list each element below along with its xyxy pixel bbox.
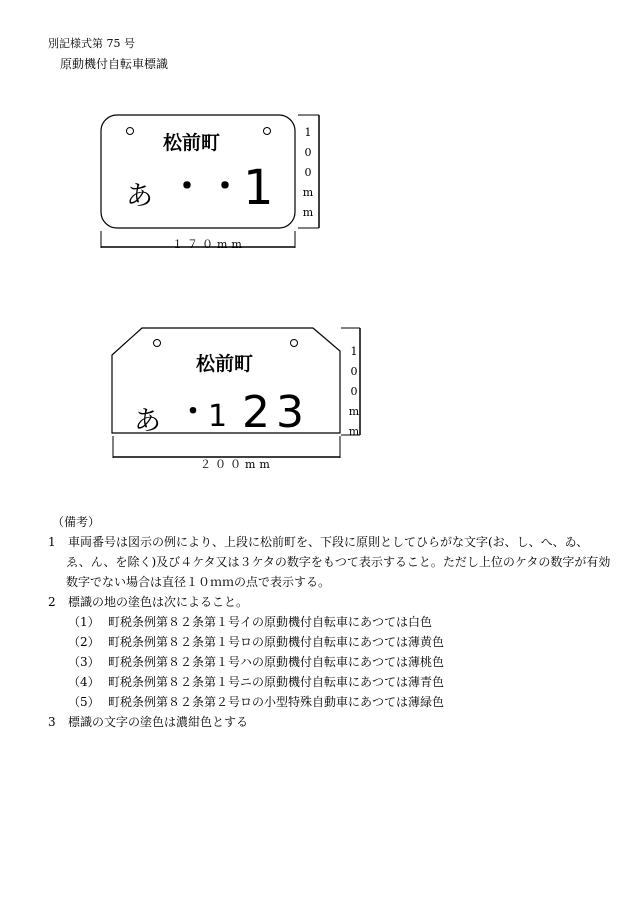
plate2-width-label: ２００mm [200,458,274,471]
note-2-subitem: （5） 町税条例第８２条第２号ロの小型特殊自動車にあつては薄緑色 [68,695,445,709]
note-2-text: 標識の地の塗色は次によること。 [68,595,249,609]
plate1-town: 松前町 [163,132,221,154]
note-3-text: 標識の文字の塗色は濃紺色とする [68,715,249,729]
notes-section [48,512,611,732]
plate2-number-large: 23 [242,387,310,438]
plate2-kana: あ [134,406,161,437]
note-1-line1: 車両番号は図示の例により、上段に松前町を、下段に原則としてひらがな文字(お、し、へ、ゐ、 [68,535,589,549]
note-3 [48,712,608,732]
plate2-dot: ・ [178,395,208,430]
plate1-width-label: １７０mm [172,238,246,251]
note-2 [48,592,608,612]
note-2-subitem: （4） 町税条例第８２条第１号ニの原動機付自転車にあつては薄青色 [68,675,445,689]
note-3-number: 3 [48,715,56,729]
note-1 [48,532,608,552]
plate2-diagram [105,320,370,465]
note-2-subitem: （2） 町税条例第８２条第１号ロの原動機付自転車にあつては薄黄色 [68,635,445,649]
note-1-line3: 数字でない場合は直径１０ｍｍの点で表示する。 [66,575,331,589]
plate1-number: 1 [243,160,274,216]
note-1-line2: ゑ、ん、を除く)及び４ケタ又は３ケタの数字をもつて表示すること。ただし上位のケタの数字が有効 [66,555,611,569]
plate1-kana: あ [126,181,153,212]
note-1-number: 1 [48,535,56,549]
note-2-subitem: （3） 町税条例第８２条第１号ハの原動機付自転車にあつては薄桃色 [68,655,445,669]
notes-heading: （備考） [52,515,101,529]
plate1-dots: ・・ [170,167,246,207]
plate2-number-small: 1 [208,399,228,434]
page-title: 原動機付自転車標識 [60,57,169,71]
plate1-height-label: 1 0 0 m m [302,126,314,219]
note-2-number: 2 [48,595,56,609]
note-2-subitem: （1） 町税条例第８２条第１号イの原動機付自転車にあつては白色 [68,615,433,629]
plate2-town: 松前町 [196,353,254,375]
plate2-height-label: 1 0 0 m m [348,345,360,438]
form-number: 別記様式第 75 号 [48,37,135,50]
